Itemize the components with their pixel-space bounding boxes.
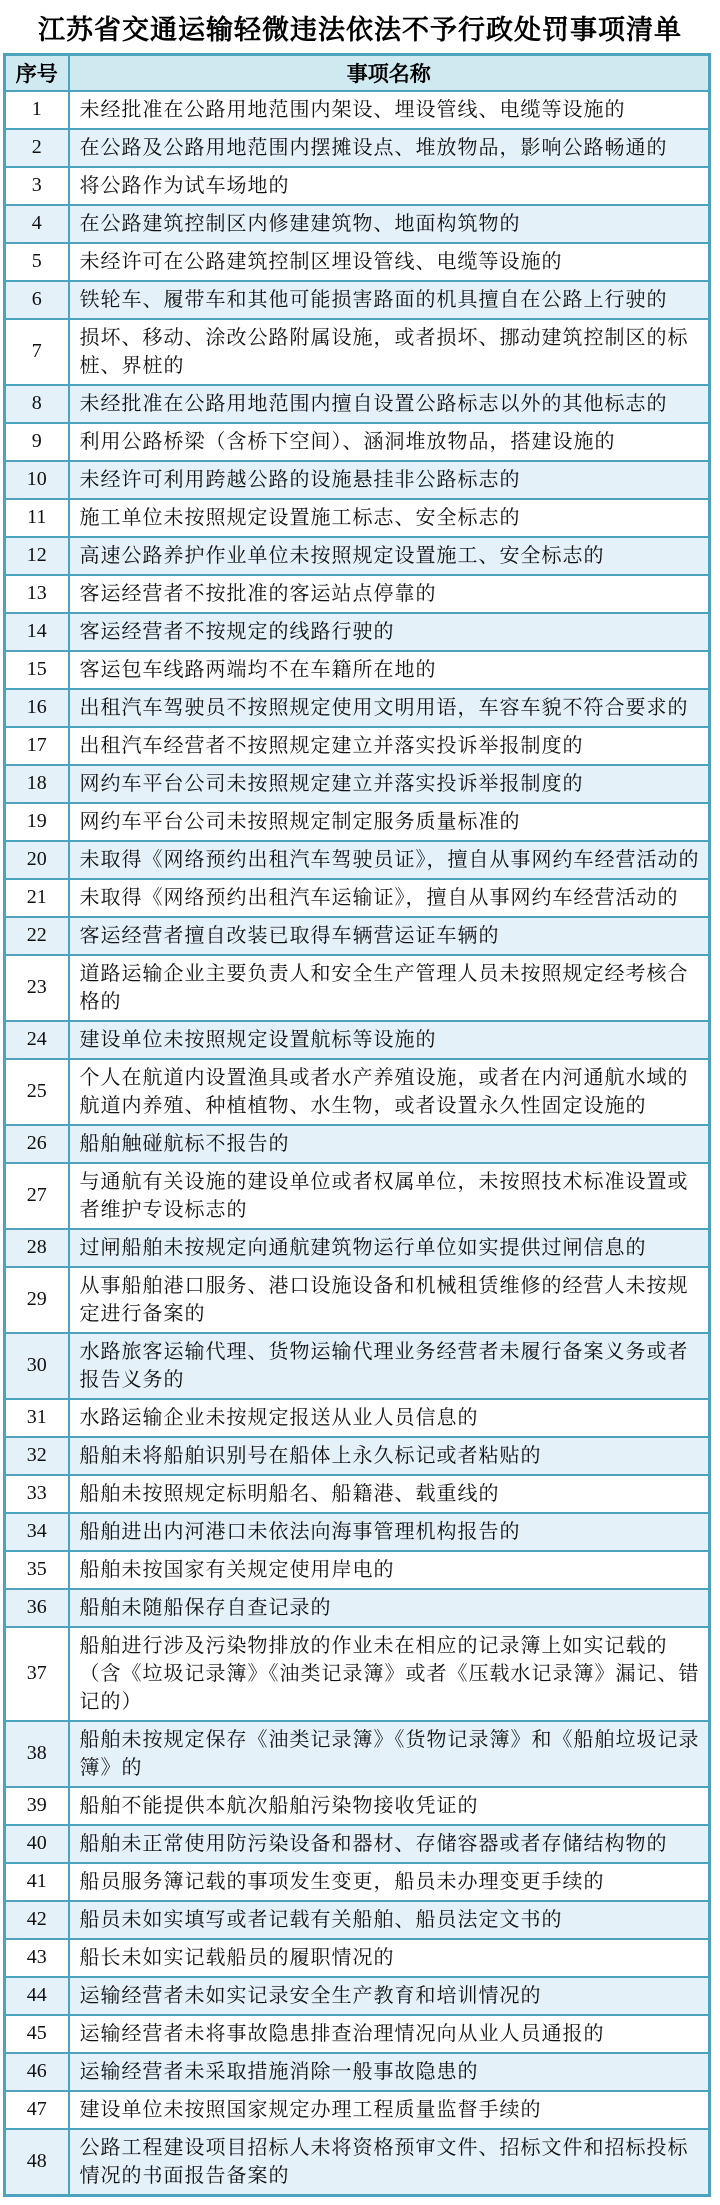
row-number: 36 [5, 1589, 69, 1627]
row-item-name: 未取得《网络预约出租汽车运输证》，擅自从事网约车经营活动的 [69, 879, 710, 917]
table-row [5, 461, 710, 499]
table-row [5, 613, 710, 651]
row-number: 22 [5, 917, 69, 955]
row-number: 21 [5, 879, 69, 917]
row-number: 17 [5, 727, 69, 765]
row-item-name: 未经批准在公路用地范围内擅自设置公路标志以外的其他标志的 [69, 385, 710, 423]
row-number: 10 [5, 461, 69, 499]
table-row [5, 2053, 710, 2091]
table-row [5, 1437, 710, 1475]
row-item-name: 未经许可利用跨越公路的设施悬挂非公路标志的 [69, 461, 710, 499]
table-row [5, 537, 710, 575]
row-number: 25 [5, 1059, 69, 1125]
row-number: 39 [5, 1787, 69, 1825]
table-row [5, 841, 710, 879]
row-item-name: 铁轮车、履带车和其他可能损害路面的机具擅自在公路上行驶的 [69, 281, 710, 319]
row-number: 12 [5, 537, 69, 575]
table-row [5, 727, 710, 765]
row-number: 15 [5, 651, 69, 689]
row-item-name: 道路运输企业主要负责人和安全生产管理人员未按照规定经考核合格的 [69, 955, 710, 1021]
row-number: 2 [5, 129, 69, 167]
row-number: 47 [5, 2091, 69, 2129]
row-number: 18 [5, 765, 69, 803]
row-number: 34 [5, 1513, 69, 1551]
row-item-name: 船舶未按规定保存《油类记录簿》《货物记录簿》和《船舶垃圾记录簿》的 [69, 1721, 710, 1787]
row-item-name: 船舶触碰航标不报告的 [69, 1125, 710, 1163]
row-item-name: 损坏、移动、涂改公路附属设施，或者损坏、挪动建筑控制区的标桩、界桩的 [69, 319, 710, 385]
row-item-name: 在公路建筑控制区内修建建筑物、地面构筑物的 [69, 205, 710, 243]
row-number: 24 [5, 1021, 69, 1059]
row-item-name: 船舶不能提供本航次船舶污染物接收凭证的 [69, 1787, 710, 1825]
row-number: 8 [5, 385, 69, 423]
row-number: 23 [5, 955, 69, 1021]
row-item-name: 施工单位未按照规定设置施工标志、安全标志的 [69, 499, 710, 537]
row-item-name: 未经批准在公路用地范围内架设、埋设管线、电缆等设施的 [69, 91, 710, 129]
row-number: 5 [5, 243, 69, 281]
table-row [5, 281, 710, 319]
table-row [5, 1021, 710, 1059]
table-body [5, 91, 710, 2196]
row-number: 48 [5, 2129, 69, 2196]
row-item-name: 船舶未将船舶识别号在船体上永久标记或者粘贴的 [69, 1437, 710, 1475]
table-row [5, 955, 710, 1021]
row-number: 14 [5, 613, 69, 651]
row-item-name: 船长未如实记载船员的履职情况的 [69, 1939, 710, 1977]
row-number: 28 [5, 1229, 69, 1267]
row-item-name: 船舶进行涉及污染物排放的作业未在相应的记录簿上如实记载的（含《垃圾记录簿》《油类记录簿》或者《压载水记录簿》漏记、错记的） [69, 1627, 710, 1721]
row-number: 11 [5, 499, 69, 537]
table-header-row [5, 55, 710, 91]
table-row [5, 689, 710, 727]
row-item-name: 利用公路桥梁（含桥下空间）、涵洞堆放物品，搭建设施的 [69, 423, 710, 461]
table-row [5, 129, 710, 167]
row-number: 43 [5, 1939, 69, 1977]
row-number: 37 [5, 1627, 69, 1721]
table-row [5, 765, 710, 803]
row-number: 40 [5, 1825, 69, 1863]
row-item-name: 船舶进出内河港口未依法向海事管理机构报告的 [69, 1513, 710, 1551]
row-item-name: 运输经营者未如实记录安全生产教育和培训情况的 [69, 1977, 710, 2015]
row-item-name: 将公路作为试车场地的 [69, 167, 710, 205]
row-number: 7 [5, 319, 69, 385]
row-item-name: 船舶未按国家有关规定使用岸电的 [69, 1551, 710, 1589]
table-row [5, 2091, 710, 2129]
row-item-name: 未取得《网络预约出租汽车驾驶员证》，擅自从事网约车经营活动的 [69, 841, 710, 879]
column-header-name: 事项名称 [69, 55, 710, 91]
row-item-name: 船舶未随船保存自查记录的 [69, 1589, 710, 1627]
row-item-name: 运输经营者未采取措施消除一般事故隐患的 [69, 2053, 710, 2091]
row-number: 41 [5, 1863, 69, 1901]
table-row [5, 1229, 710, 1267]
table-row [5, 1551, 710, 1589]
table-row [5, 423, 710, 461]
row-number: 19 [5, 803, 69, 841]
table-row [5, 1125, 710, 1163]
row-number: 4 [5, 205, 69, 243]
row-item-name: 客运经营者不按批准的客运站点停靠的 [69, 575, 710, 613]
row-item-name: 运输经营者未将事故隐患排查治理情况向从业人员通报的 [69, 2015, 710, 2053]
table-row [5, 243, 710, 281]
table-row [5, 651, 710, 689]
table-row [5, 1977, 710, 2015]
table-row [5, 167, 710, 205]
row-item-name: 水路旅客运输代理、货物运输代理业务经营者未履行备案义务或者报告义务的 [69, 1333, 710, 1399]
table-row [5, 1163, 710, 1229]
row-number: 20 [5, 841, 69, 879]
row-item-name: 公路工程建设项目招标人未将资格预审文件、招标文件和招标投标情况的书面报告备案的 [69, 2129, 710, 2196]
row-item-name: 建设单位未按照国家规定办理工程质量监督手续的 [69, 2091, 710, 2129]
table-row [5, 499, 710, 537]
table-row [5, 1513, 710, 1551]
row-item-name: 客运包车线路两端均不在车籍所在地的 [69, 651, 710, 689]
row-item-name: 客运经营者擅自改装已取得车辆营运证车辆的 [69, 917, 710, 955]
row-item-name: 船舶未正常使用防污染设备和器材、存储容器或者存储结构物的 [69, 1825, 710, 1863]
table-row [5, 1721, 710, 1787]
row-item-name: 船员未如实填写或者记载有关船舶、船员法定文书的 [69, 1901, 710, 1939]
table-row [5, 91, 710, 129]
table-row [5, 1787, 710, 1825]
table-row [5, 319, 710, 385]
row-item-name: 水路运输企业未按规定报送从业人员信息的 [69, 1399, 710, 1437]
row-item-name: 客运经营者不按规定的线路行驶的 [69, 613, 710, 651]
table-row [5, 1475, 710, 1513]
table-row [5, 879, 710, 917]
row-item-name: 网约车平台公司未按照规定制定服务质量标准的 [69, 803, 710, 841]
table-row [5, 803, 710, 841]
row-number: 13 [5, 575, 69, 613]
row-number: 32 [5, 1437, 69, 1475]
row-item-name: 在公路及公路用地范围内摆摊设点、堆放物品，影响公路畅通的 [69, 129, 710, 167]
row-item-name: 过闸船舶未按规定向通航建筑物运行单位如实提供过闸信息的 [69, 1229, 710, 1267]
row-number: 30 [5, 1333, 69, 1399]
row-number: 1 [5, 91, 69, 129]
table-row [5, 1863, 710, 1901]
row-number: 38 [5, 1721, 69, 1787]
row-number: 3 [5, 167, 69, 205]
page-title: 江苏省交通运输轻微违法依法不予行政处罚事项清单 [38, 15, 682, 45]
row-number: 46 [5, 2053, 69, 2091]
row-item-name: 船员服务簿记载的事项发生变更，船员未办理变更手续的 [69, 1863, 710, 1901]
row-number: 33 [5, 1475, 69, 1513]
table-row [5, 1059, 710, 1125]
row-item-name: 个人在航道内设置渔具或者水产养殖设施，或者在内河通航水域的航道内养殖、种植植物、水生物，或者设置永久性固定设施的 [69, 1059, 710, 1125]
table-row [5, 1589, 710, 1627]
table-row [5, 385, 710, 423]
row-item-name: 出租汽车驾驶员不按照规定使用文明用语，车容车貌不符合要求的 [69, 689, 710, 727]
table-row [5, 1825, 710, 1863]
table-row [5, 1267, 710, 1333]
table-row [5, 2129, 710, 2196]
row-number: 44 [5, 1977, 69, 2015]
row-number: 42 [5, 1901, 69, 1939]
table-row [5, 205, 710, 243]
row-number: 26 [5, 1125, 69, 1163]
row-number: 27 [5, 1163, 69, 1229]
row-item-name: 船舶未按照规定标明船名、船籍港、载重线的 [69, 1475, 710, 1513]
row-number: 29 [5, 1267, 69, 1333]
table-row [5, 1399, 710, 1437]
row-item-name: 未经许可在公路建筑控制区埋设管线、电缆等设施的 [69, 243, 710, 281]
row-item-name: 高速公路养护作业单位未按照规定设置施工、安全标志的 [69, 537, 710, 575]
row-number: 6 [5, 281, 69, 319]
row-item-name: 出租汽车经营者不按照规定建立并落实投诉举报制度的 [69, 727, 710, 765]
column-header-no: 序号 [5, 55, 69, 91]
table-row [5, 575, 710, 613]
row-number: 35 [5, 1551, 69, 1589]
row-item-name: 从事船舶港口服务、港口设施设备和机械租赁维修的经营人未按规定进行备案的 [69, 1267, 710, 1333]
row-number: 45 [5, 2015, 69, 2053]
items-table [3, 53, 711, 2197]
table-row [5, 2015, 710, 2053]
table-row [5, 1901, 710, 1939]
row-item-name: 与通航有关设施的建设单位或者权属单位，未按照技术标准设置或者维护专设标志的 [69, 1163, 710, 1229]
row-number: 16 [5, 689, 69, 727]
row-number: 9 [5, 423, 69, 461]
row-number: 31 [5, 1399, 69, 1437]
row-item-name: 网约车平台公司未按照规定建立并落实投诉举报制度的 [69, 765, 710, 803]
row-item-name: 建设单位未按照规定设置航标等设施的 [69, 1021, 710, 1059]
table-row [5, 1939, 710, 1977]
table-row [5, 1627, 710, 1721]
table-row [5, 1333, 710, 1399]
table-row [5, 917, 710, 955]
